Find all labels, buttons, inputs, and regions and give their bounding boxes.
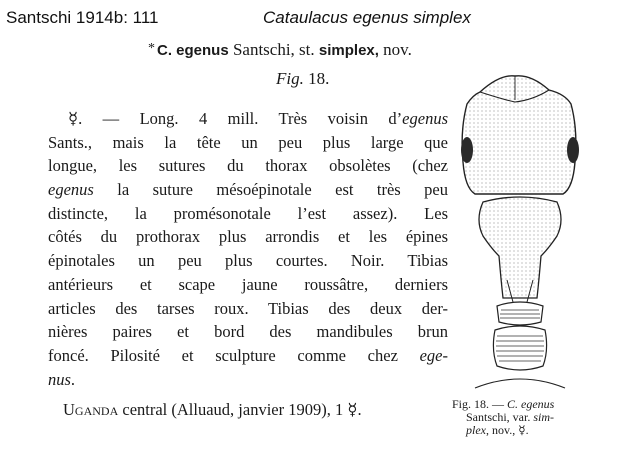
heading-rank-name: simplex,	[318, 42, 379, 59]
description-line	[48, 202, 448, 226]
text-run: .	[70, 369, 76, 389]
ant-head	[462, 76, 576, 194]
ant-illustration	[445, 70, 595, 400]
italic-word: egenus	[48, 180, 94, 200]
new-taxon-marker: *	[148, 41, 155, 56]
locality-country: Uganda	[63, 400, 119, 419]
caption-fig: Fig. 18. —	[452, 397, 508, 411]
locality-line	[63, 400, 362, 420]
ant-petiole	[497, 302, 543, 325]
text-run: antérieurs et scape jaune roussâtre, derniers	[48, 274, 448, 294]
text-run: nières paires et bord des mandibules brun	[48, 322, 448, 342]
figure-reference-number: 18.	[308, 69, 330, 88]
text-run: côtés du prothorax plus arrondis et les épines	[48, 227, 448, 247]
text-run: Sants., mais la tête un peu plus large que	[48, 132, 448, 152]
description-line	[48, 344, 448, 368]
heading-genus-species: C. egenus	[157, 42, 229, 59]
caption-var-start: sim-	[533, 410, 554, 424]
ant-postpetiole	[493, 326, 546, 370]
caption-name: C. egenus	[507, 397, 555, 411]
ant-thorax	[479, 197, 561, 298]
italic-word: nus	[48, 369, 71, 389]
heading-status: nov.	[383, 40, 412, 59]
species-heading	[148, 40, 412, 60]
description-line	[48, 154, 448, 178]
text-run: ☿. — Long. 4 mill. Très voisin d’	[68, 109, 403, 128]
heading-author: Santschi, st.	[232, 40, 315, 59]
figure-reference	[276, 69, 329, 89]
header-taxon-name: Cataulacus egenus simplex	[263, 8, 471, 27]
description-paragraph	[48, 107, 448, 391]
description-line	[48, 368, 448, 392]
description-line	[48, 273, 448, 297]
description-line	[48, 249, 448, 273]
header-citation: Santschi 1914b: 111	[6, 8, 159, 27]
locality-details: central (Alluaud, janvier 1909), 1 ☿.	[118, 400, 362, 419]
italic-word: egenus	[402, 109, 448, 128]
text-run: la suture mésoépinotale est très peu	[93, 180, 448, 200]
text-run: foncé. Pilosité et sculpture comme chez	[48, 345, 420, 365]
ant-right-eye	[567, 137, 579, 163]
caption-author: Santschi, var.	[466, 410, 534, 424]
figure-reference-label: Fig.	[276, 69, 304, 88]
caption-var-end: plex	[466, 423, 486, 437]
text-run: longue, les sutures du thorax obsolètes (chez	[48, 156, 448, 176]
description-line	[48, 131, 448, 155]
text-run: épinotales un peu plus courtes. Noir. Tibias	[48, 251, 448, 271]
ant-left-eye	[461, 137, 473, 163]
caption-line-3	[452, 424, 554, 437]
text-run: distincte, la promésonotale l’est assez). Les	[48, 203, 448, 223]
description-line	[48, 107, 448, 131]
ant-gaster-edge	[475, 379, 565, 388]
description-line	[48, 320, 448, 344]
text-run: articles des tarses roux. Tibias des deux der-	[48, 298, 448, 318]
description-line	[48, 225, 448, 249]
description-line	[48, 297, 448, 321]
italic-word: ege-	[419, 345, 448, 365]
figure-caption	[452, 398, 554, 437]
ant-dorsal-view-drawing	[445, 70, 595, 395]
description-line	[48, 178, 448, 202]
caption-status: , nov., ☿.	[486, 423, 529, 437]
